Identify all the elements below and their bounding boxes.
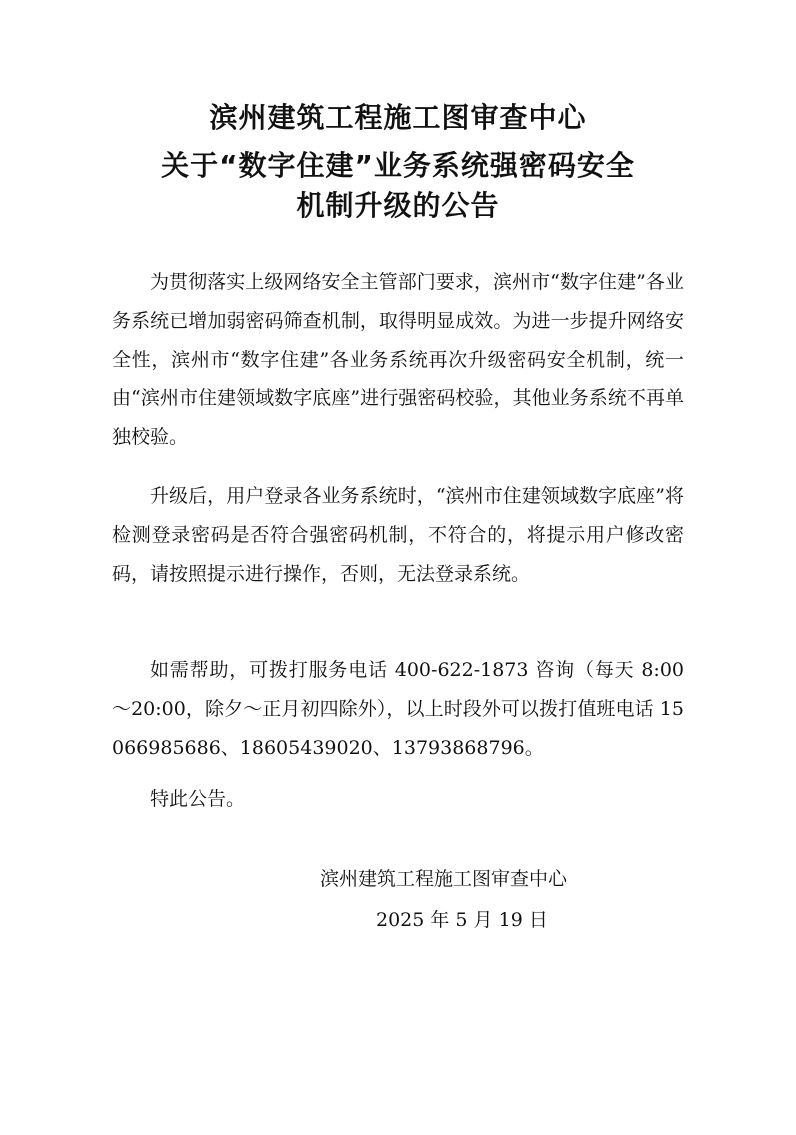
paragraph-password-mechanism: 为贯彻落实上级网络安全主管部门要求，滨州市“数字住建”各业务系统已增加弱密码筛查机制，取得明显成效。为进一步提升网络安全性，滨州市“数字住建”各业务系统再次升级密码安全机制，统一由“滨州市住建领域数字底座”进行强密码校验，其他业务系统不再单独校验。 xyxy=(112,271,684,449)
title-line-3: 机制升级的公告 xyxy=(296,189,500,222)
paragraph-help-contact: 如需帮助，可拨打服务电话 400-622-1873 咨询（每天 8:00～20:00，除夕～正月初四除外），以上时段外可以拨打值班电话 15066985686、18605439020、13793868796。 xyxy=(112,659,684,759)
signature-organization: 滨州建筑工程施工图审查中心 xyxy=(320,868,568,890)
title-line-2: 关于“数字住建”业务系统强密码安全 xyxy=(161,149,635,182)
title-line-1: 滨州建筑工程施工图审查中心 xyxy=(209,101,587,134)
signature-date: 2025 年 5 月 19 日 xyxy=(376,909,548,931)
paragraph-login-check: 升级后，用户登录各业务系统时，“滨州市住建领域数字底座”将检测登录密码是否符合强密码机制，不符合的，将提示用户修改密码，请按照提示进行操作，否则，无法登录系统。 xyxy=(112,485,684,585)
paragraph-closing: 特此公告。 xyxy=(150,788,246,810)
